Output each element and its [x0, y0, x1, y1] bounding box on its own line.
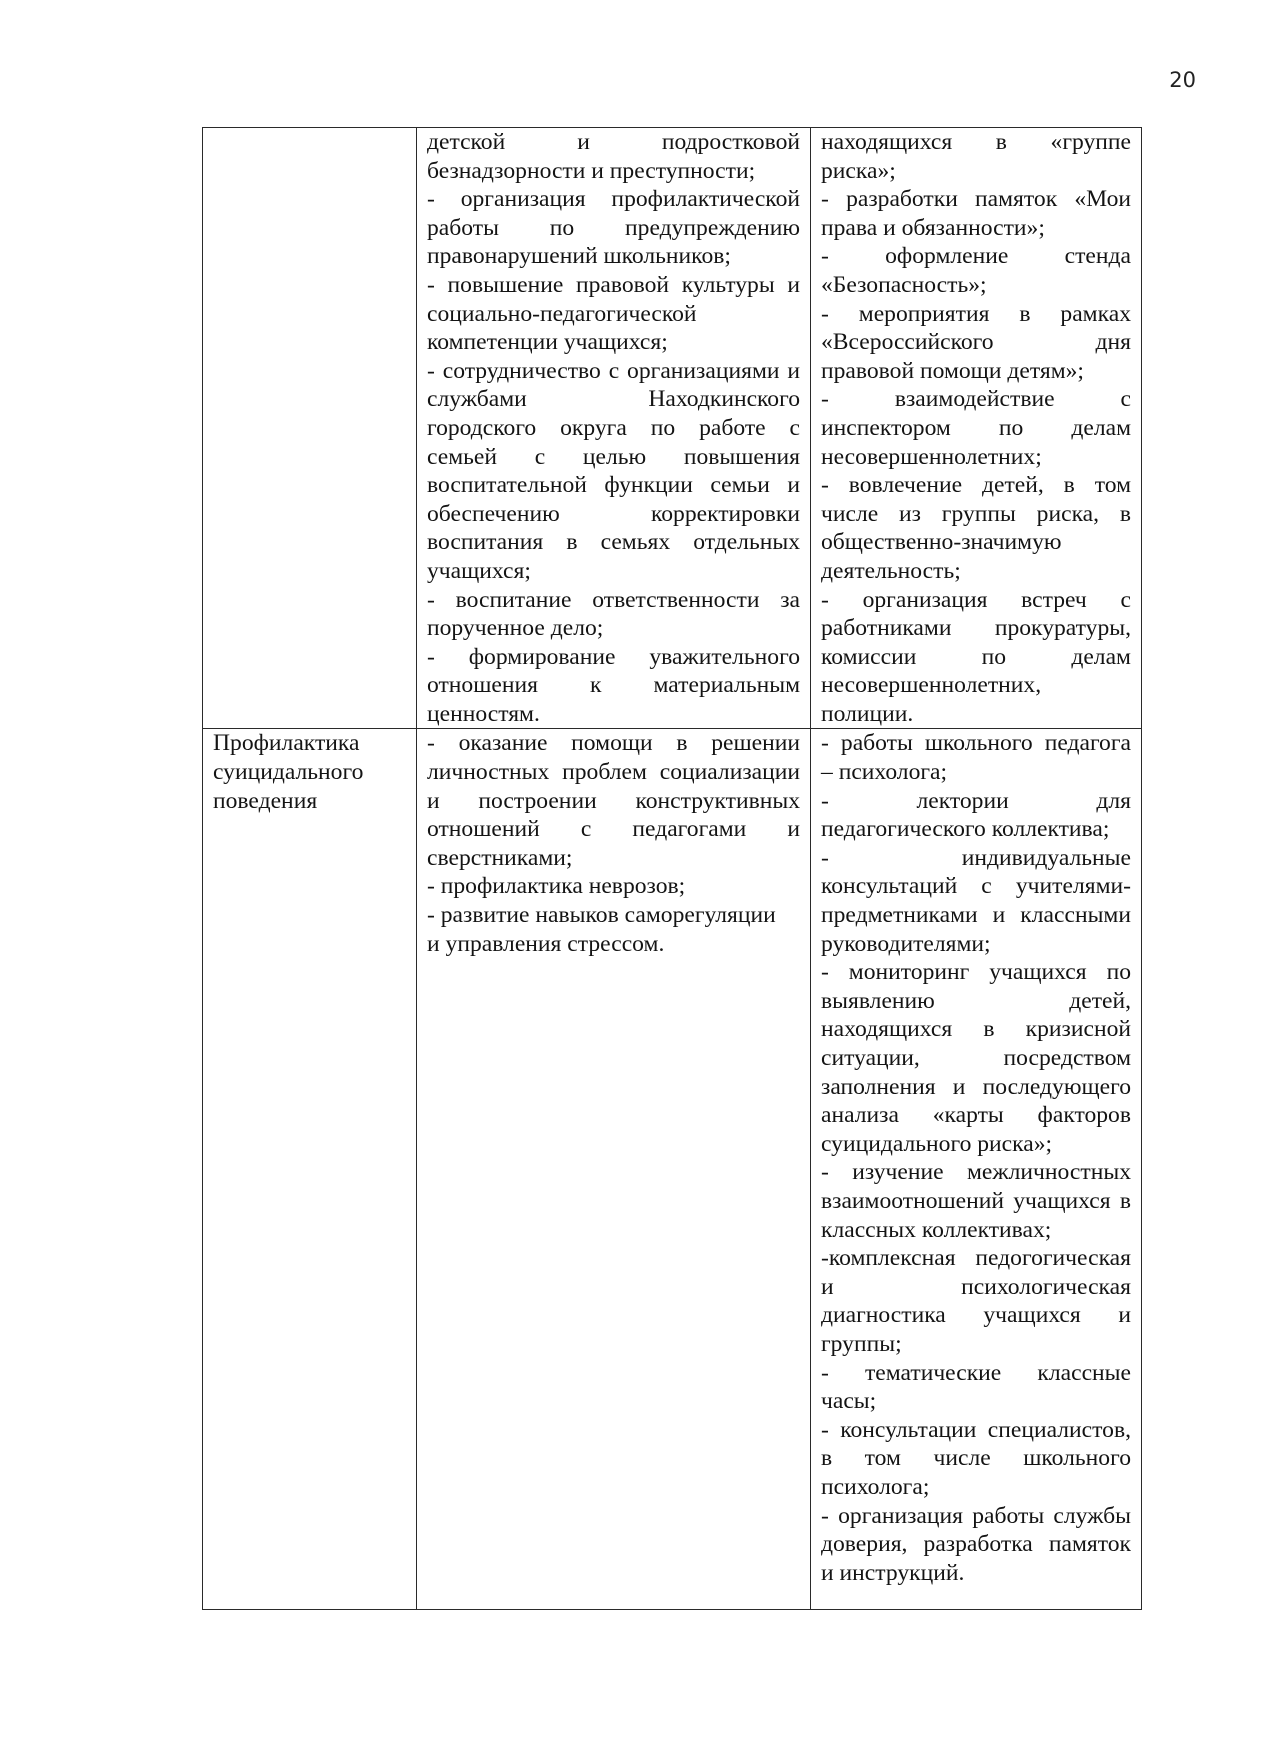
text-line: - работы школьного педагога [821, 730, 1131, 757]
text-line: - оказание помощи в решении [427, 730, 800, 757]
text-line: - консультации специалистов, [821, 1416, 1131, 1443]
text-line: - индивидуальные [821, 844, 1131, 871]
table-row [203, 729, 1142, 1610]
text-line: часы; [821, 1388, 877, 1415]
text-line: «Безопасность»; [821, 271, 987, 298]
text-line: выявлению детей, [821, 987, 1131, 1014]
text-line: - воспитание ответственности за [427, 586, 800, 613]
text-line: воспитательной функции семьи и [427, 472, 800, 499]
text-line: комиссии по делам [821, 643, 1131, 670]
text-line: учащихся; [427, 557, 531, 584]
text-line: диагностика учащихся и [821, 1302, 1131, 1329]
text-line: ситуации, посредством [821, 1045, 1131, 1071]
text-line: воспитания в семьях отдельных [427, 529, 800, 556]
text-line: компетенции учащихся; [427, 329, 668, 356]
text-line: - мероприятия в рамках [821, 300, 1131, 327]
text-line: руководителями; [821, 930, 991, 957]
text-line: работы по предупреждению [427, 214, 800, 241]
text-line: - вовлечение детей, в том [821, 472, 1131, 499]
text-line: сверстниками; [427, 844, 573, 871]
text-line: несовершеннолетних; [821, 443, 1042, 470]
table-cell-goals [417, 128, 811, 729]
text-line: суицидального [213, 759, 364, 786]
text-line: инспектором по делам [821, 414, 1131, 441]
text-line: семьей с целью повышения [427, 443, 800, 470]
page-number: 20 [1169, 68, 1196, 92]
document-table [202, 127, 1142, 1610]
text-line: числе из группы риска, в [821, 500, 1131, 527]
text-line: заполнения и последующего [821, 1073, 1131, 1100]
text-line: ценностям. [427, 700, 540, 727]
table-cell-goals [417, 729, 811, 1610]
text-line: работниками прокуратуры, [821, 615, 1131, 642]
text-line: доверия, разработка памяток [821, 1531, 1131, 1558]
text-line: - повышение правовой культуры и [427, 271, 800, 298]
text-line: - организация встреч с [821, 586, 1131, 613]
text-line: -комплексная педогогическая [821, 1245, 1131, 1272]
text-line: и инструкций. [821, 1559, 965, 1586]
text-line: – психолога; [821, 759, 948, 786]
text-line: «Всероссийского дня [821, 329, 1131, 356]
text-line: полиции. [821, 700, 914, 727]
text-line: и построении конструктивных [427, 787, 800, 814]
text-line: службами Находкинского [427, 386, 800, 413]
text-line: Профилактика [213, 730, 360, 757]
text-line: поведения [213, 787, 318, 814]
text-line: обеспечению корректировки [427, 500, 800, 527]
text-line: педагогического коллектива; [821, 816, 1110, 843]
text-line: консультаций с учителями- [821, 873, 1131, 900]
text-line: отношения к материальным [427, 672, 800, 699]
text-line: - взаимодействие с [821, 386, 1131, 413]
text-line: психолога; [821, 1473, 930, 1500]
text-line: правовой помощи детям»; [821, 357, 1084, 384]
text-line: - оформление стенда [821, 243, 1131, 270]
text-line: - мониторинг учащихся по [821, 959, 1131, 986]
text-line: и управления стрессом. [427, 930, 665, 957]
text-line: - лектории для [821, 787, 1131, 814]
text-line: отношений с педагогами и [427, 816, 800, 843]
text-line: деятельность; [821, 557, 961, 584]
text-line: группы; [821, 1330, 902, 1357]
text-line: - развитие навыков саморегуляции [427, 902, 776, 929]
table-row [203, 128, 1142, 729]
text-line: безнадзорности и преступности; [427, 157, 756, 184]
table-cell-topic [203, 128, 417, 729]
text-line: предметниками и классными [821, 902, 1131, 929]
text-line: - формирование уважительного [427, 643, 800, 670]
text-line: - профилактика неврозов; [427, 873, 686, 900]
text-line: классных коллективах; [821, 1216, 1052, 1243]
text-line: - организация профилактической [427, 186, 800, 213]
text-line: личностных проблем социализации [427, 759, 800, 786]
text-line: анализа «карты факторов [821, 1102, 1131, 1129]
text-line: взаимоотношений учащихся в [821, 1187, 1131, 1214]
text-line: детской и подростковой [427, 129, 800, 155]
text-line: - тематические классные [821, 1359, 1131, 1386]
text-line: несовершеннолетних, [821, 672, 1042, 699]
text-line: суицидального риска»; [821, 1130, 1053, 1157]
text-line: права и обязанности»; [821, 214, 1045, 241]
text-line: в том числе школьного [821, 1445, 1131, 1472]
text-line: - разработки памяток «Мои [821, 186, 1131, 213]
text-line: риска»; [821, 157, 896, 184]
text-line: правонарушений школьников; [427, 243, 731, 270]
text-line: находящихся в кризисной [821, 1016, 1131, 1043]
table-cell-topic [203, 729, 417, 1610]
text-line: порученное дело; [427, 615, 604, 642]
text-line: - изучение межличностных [821, 1159, 1131, 1186]
text-line: - сотрудничество с организациями и [427, 357, 800, 384]
table-cell-activities [811, 128, 1142, 729]
table-cell-activities [811, 729, 1142, 1610]
text-line: общественно-значимую [821, 529, 1062, 556]
text-line: и психологическая [821, 1273, 1131, 1300]
text-line: находящихся в «группе [821, 129, 1131, 155]
text-line: - организация работы службы [821, 1502, 1131, 1529]
text-line: социально-педагогической [427, 300, 697, 327]
text-line: городского округа по работе с [427, 414, 800, 441]
